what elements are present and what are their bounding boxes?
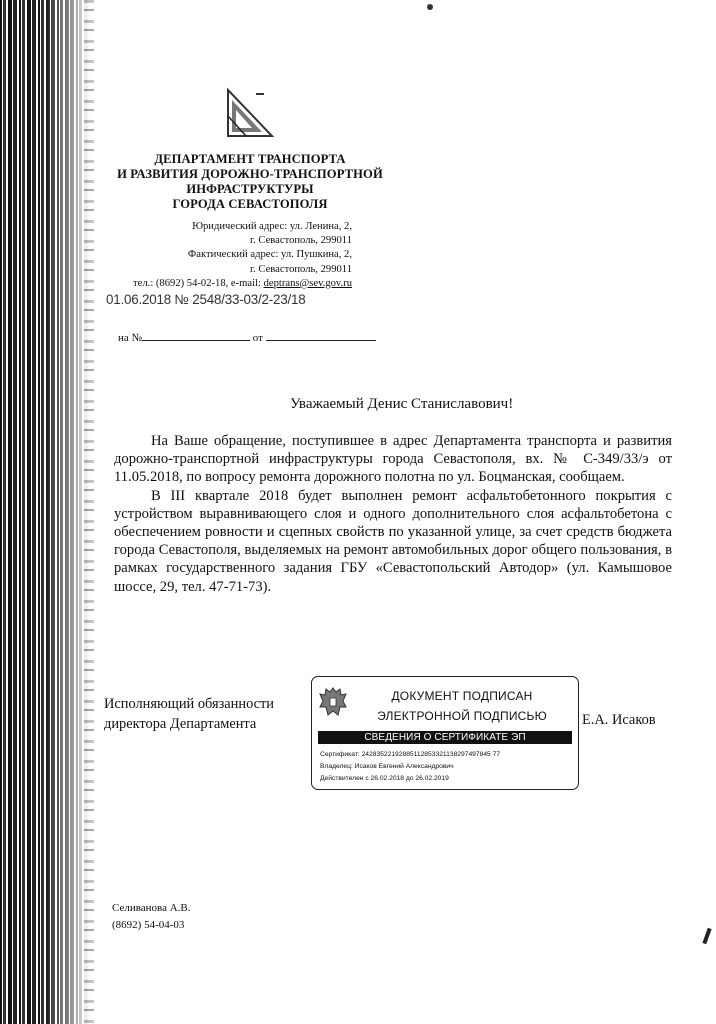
org-line: И РАЗВИТИЯ ДОРОЖНО-ТРАНСПОРТНОЙ <box>117 167 383 181</box>
address-line: Фактический адрес: ул. Пушкина, 2, <box>187 249 352 261</box>
org-line: ГОРОДА СЕВАСТОПОЛЯ <box>172 197 328 211</box>
russia-coat-of-arms-icon <box>318 685 348 719</box>
scan-speck <box>427 4 433 10</box>
organization-name <box>110 152 390 212</box>
address-line: г. Севастополь, 299011 <box>249 263 352 275</box>
ref-date-blank <box>266 330 376 341</box>
department-logo-icon <box>222 86 278 140</box>
address-block <box>110 220 352 291</box>
certificate-validity: Действителен с 26.02.2018 до 26.02.2019 <box>320 775 449 782</box>
ref-prefix: на № <box>118 332 143 344</box>
executor-block <box>112 900 191 934</box>
contact-prefix: тел.: (8692) 54-02-18, e-mail: <box>133 277 264 289</box>
email-link[interactable]: deptrans@sev.gov.ru <box>263 277 352 289</box>
org-line: ИНФРАСТРУКТУРЫ <box>186 182 314 196</box>
paragraph: На Ваше обращение, поступившее в адрес Департамента транспорта и развития дорожно-транспортной инфраструктуры города Севастополя, вх. № С-349/33/э от 11.05.2018, по вопросу ремонта дорожного полотна по ул. Боцманская, сообщаем. <box>114 433 672 486</box>
greeting: Уважаемый Денис Станиславович! <box>290 396 514 412</box>
executor-phone: (8692) 54-04-03 <box>112 919 185 931</box>
signatory-position <box>104 694 274 734</box>
ref-from: от <box>252 332 263 344</box>
executor-name: Селиванова А.В. <box>112 902 191 914</box>
signatory-name: Е.А. Исаков <box>582 712 656 728</box>
certificate-owner: Владелец: Исаков Евгений Александрович <box>320 763 454 770</box>
electronic-signature-stamp <box>311 676 579 790</box>
stamp-title-line2: ЭЛЕКТРОННОЙ ПОДПИСЬЮ <box>377 709 547 723</box>
scan-edge-artifact <box>0 0 92 1024</box>
letter-body <box>114 432 672 596</box>
document-number: 01.06.2018 № 2548/33-03/2-23/18 <box>106 292 306 307</box>
paragraph: В III квартале 2018 будет выполнен ремонт асфальтобетонного покрытия с устройством выравнивающего слоя и одного дополнительного слоя асфальтобетона с обеспечением ровности и сцепных свойств по указанной улице, за счет средств бюджета города Севастополя, выделяемых на ремонт автомобильных дорог общего пользования, в рамках государственного задания ГБУ «Севастопольский Автодор» (ул. Камышовое шоссе, 29, тел. 47-71-73). <box>114 487 672 595</box>
scan-speck-right <box>702 928 711 944</box>
position-line: директора Департамента <box>104 716 257 732</box>
org-line: ДЕПАРТАМЕНТ ТРАНСПОРТА <box>154 152 346 166</box>
address-line: г. Севастополь, 299011 <box>249 235 352 247</box>
contact-line <box>110 277 352 291</box>
reference-line <box>118 330 376 344</box>
position-line: Исполняющий обязанности <box>104 696 275 712</box>
scan-edge-artifact-secondary <box>84 0 94 1024</box>
stamp-title-line1: ДОКУМЕНТ ПОДПИСАН <box>391 689 533 703</box>
certificate-header: СВЕДЕНИЯ О СЕРТИФИКАТЕ ЭП <box>318 731 572 744</box>
address-line: Юридический адрес: ул. Ленина, 2, <box>192 221 352 232</box>
ref-number-blank <box>142 330 250 341</box>
certificate-number: Сертификат: 24283522192885112853321138297497845 77 <box>320 751 501 758</box>
